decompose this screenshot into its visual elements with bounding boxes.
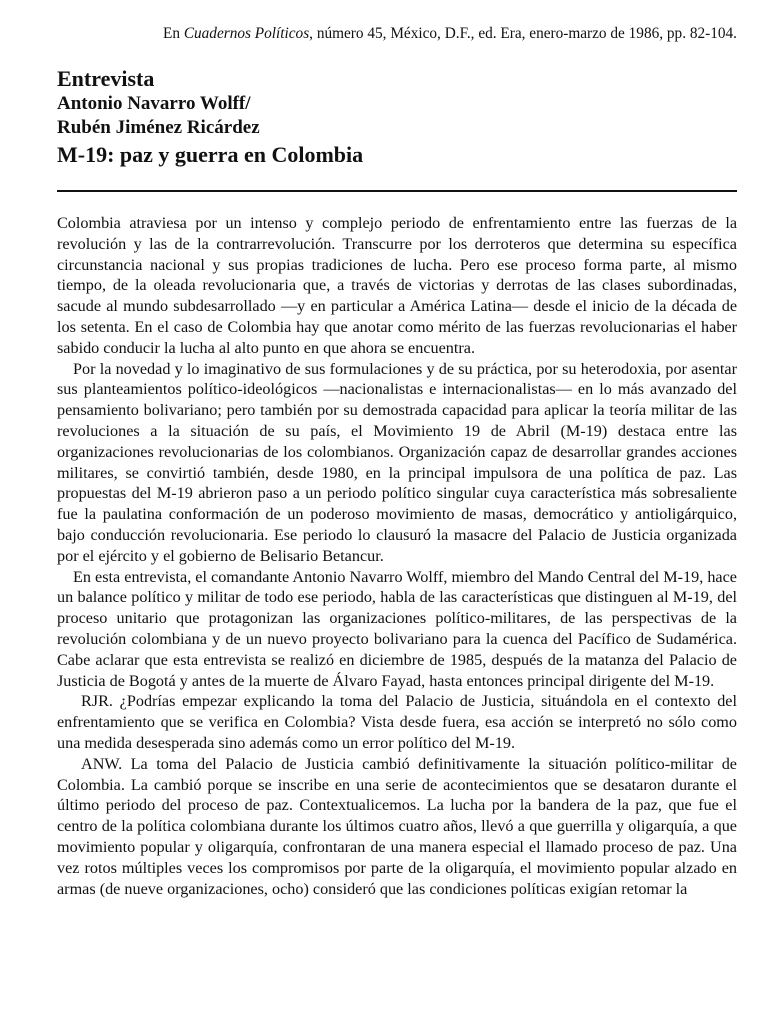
source-note [57,0,737,44]
paragraph-question: RJR. ¿Podrías empezar explicando la toma del Palacio de Justicia, situándola en el contexto del enfrentamiento que se verifica en Colombia? Vista desde fuera, esa acción se interpretó no sólo como una medida desesperada sino además como un error político del M-19. [57,692,737,752]
paragraph-answer: ANW. La toma del Palacio de Justicia cambió definitivamente la situación político-militar de Colombia. La cambió porque se inscribe en una serie de acontecimientos que se desataron durante el último periodo del proceso de paz. Contextualicemos. La lucha por la bandera de la paz, que fue el centro de la política colombiana durante los últimos cuatro años, llevó a que guerrilla y oligarquía, a que movimiento popular y oligarquía, confrontaran de una manera especial el llamado proceso de paz. Una vez rotos múltiples veces los compromisos por parte de la oligarquía, el movimiento popular alzado en armas (de nueve organizaciones, ocho) consideró que las condiciones políticas exigían retomar la [57,754,737,898]
author-line-1: Antonio Navarro Wolff/ [57,93,251,114]
section-kicker: Entrevista [57,66,155,91]
article-title: M-19: paz y guerra en Colombia [57,142,364,167]
source-journal: Cuadernos Políticos [183,25,310,42]
article-body [57,213,737,899]
header-divider [57,190,737,192]
source-suffix: , número 45, México, D.F., ed. Era, enero-marzo de 1986, pp. 82-104. [309,25,737,42]
author-line-2: Rubén Jiménez Ricárdez [57,117,260,138]
paragraph-intro: Colombia atraviesa por un intenso y complejo periodo de enfrentamiento entre las fuerzas de la revolución y las de la contrarrevolución. Transcurre por los derroteros que determina su específica circunstancia nacional y sus propias tradiciones de lucha. Pero ese proceso forma parte, al mismo tiempo, de la oleada revolucionaria que, a través de victorias y derrotas de las clases subordinadas, sacude al mundo subdesarrollado —y en particular a América Latina— desde el inicio de la década de los setenta. En el caso de Colombia hay que anotar como mérito de las fuerzas revolucionarias el haber sabido conducir la lucha al alto punto en que ahora se encuentra. [57,214,737,357]
paragraph-interview-intro: En esta entrevista, el comandante Antonio Navarro Wolff, miembro del Mando Central del M-19, hace un balance político y militar de todo ese periodo, habla de las características que distinguen al M-19, del proceso unitario que protagonizan las organizaciones político-militares, de las perspectivas de la revolución colombiana y de un nuevo proyecto bolivariano para la cuenca del Pacífico de Sudamérica. Cabe aclarar que esta entrevista se realizó en diciembre de 1985, después de la matanza del Palacio de Justicia de Bogotá y antes de la muerte de Álvaro Fayad, hasta entonces principal dirigente del M-19. [57,567,737,690]
article-header [57,66,737,168]
paragraph-context: Por la novedad y lo imaginativo de sus formulaciones y de su práctica, por su heterodoxia, por asentar sus planteamientos político-ideológicos —nacionalistas e internacionalistas— en lo más avanzado del pensamiento bolivariano; pero también por su demostrada capacidad para aplicar la teoría militar de las revoluciones a la situación de su país, el Movimiento 19 de Abril (M-19) destaca entre las organizaciones revolucionarias de los colombianos. Organización capaz de desarrollar grandes acciones militares, se convirtió también, desde 1980, en la principal impulsora de una política de paz. Las propuestas del M-19 abrieron paso a un periodo político singular cuya característica más sobresaliente fue la paulatina conformación de un poderoso movimiento de masas, democrático y antioligárquico, bajo conducción revolucionaria. Ese periodo lo clausuró la masacre del Palacio de Justicia organizada por el ejército y el gobierno de Belisario Betancur. [57,359,737,565]
source-prefix: En [162,25,184,42]
